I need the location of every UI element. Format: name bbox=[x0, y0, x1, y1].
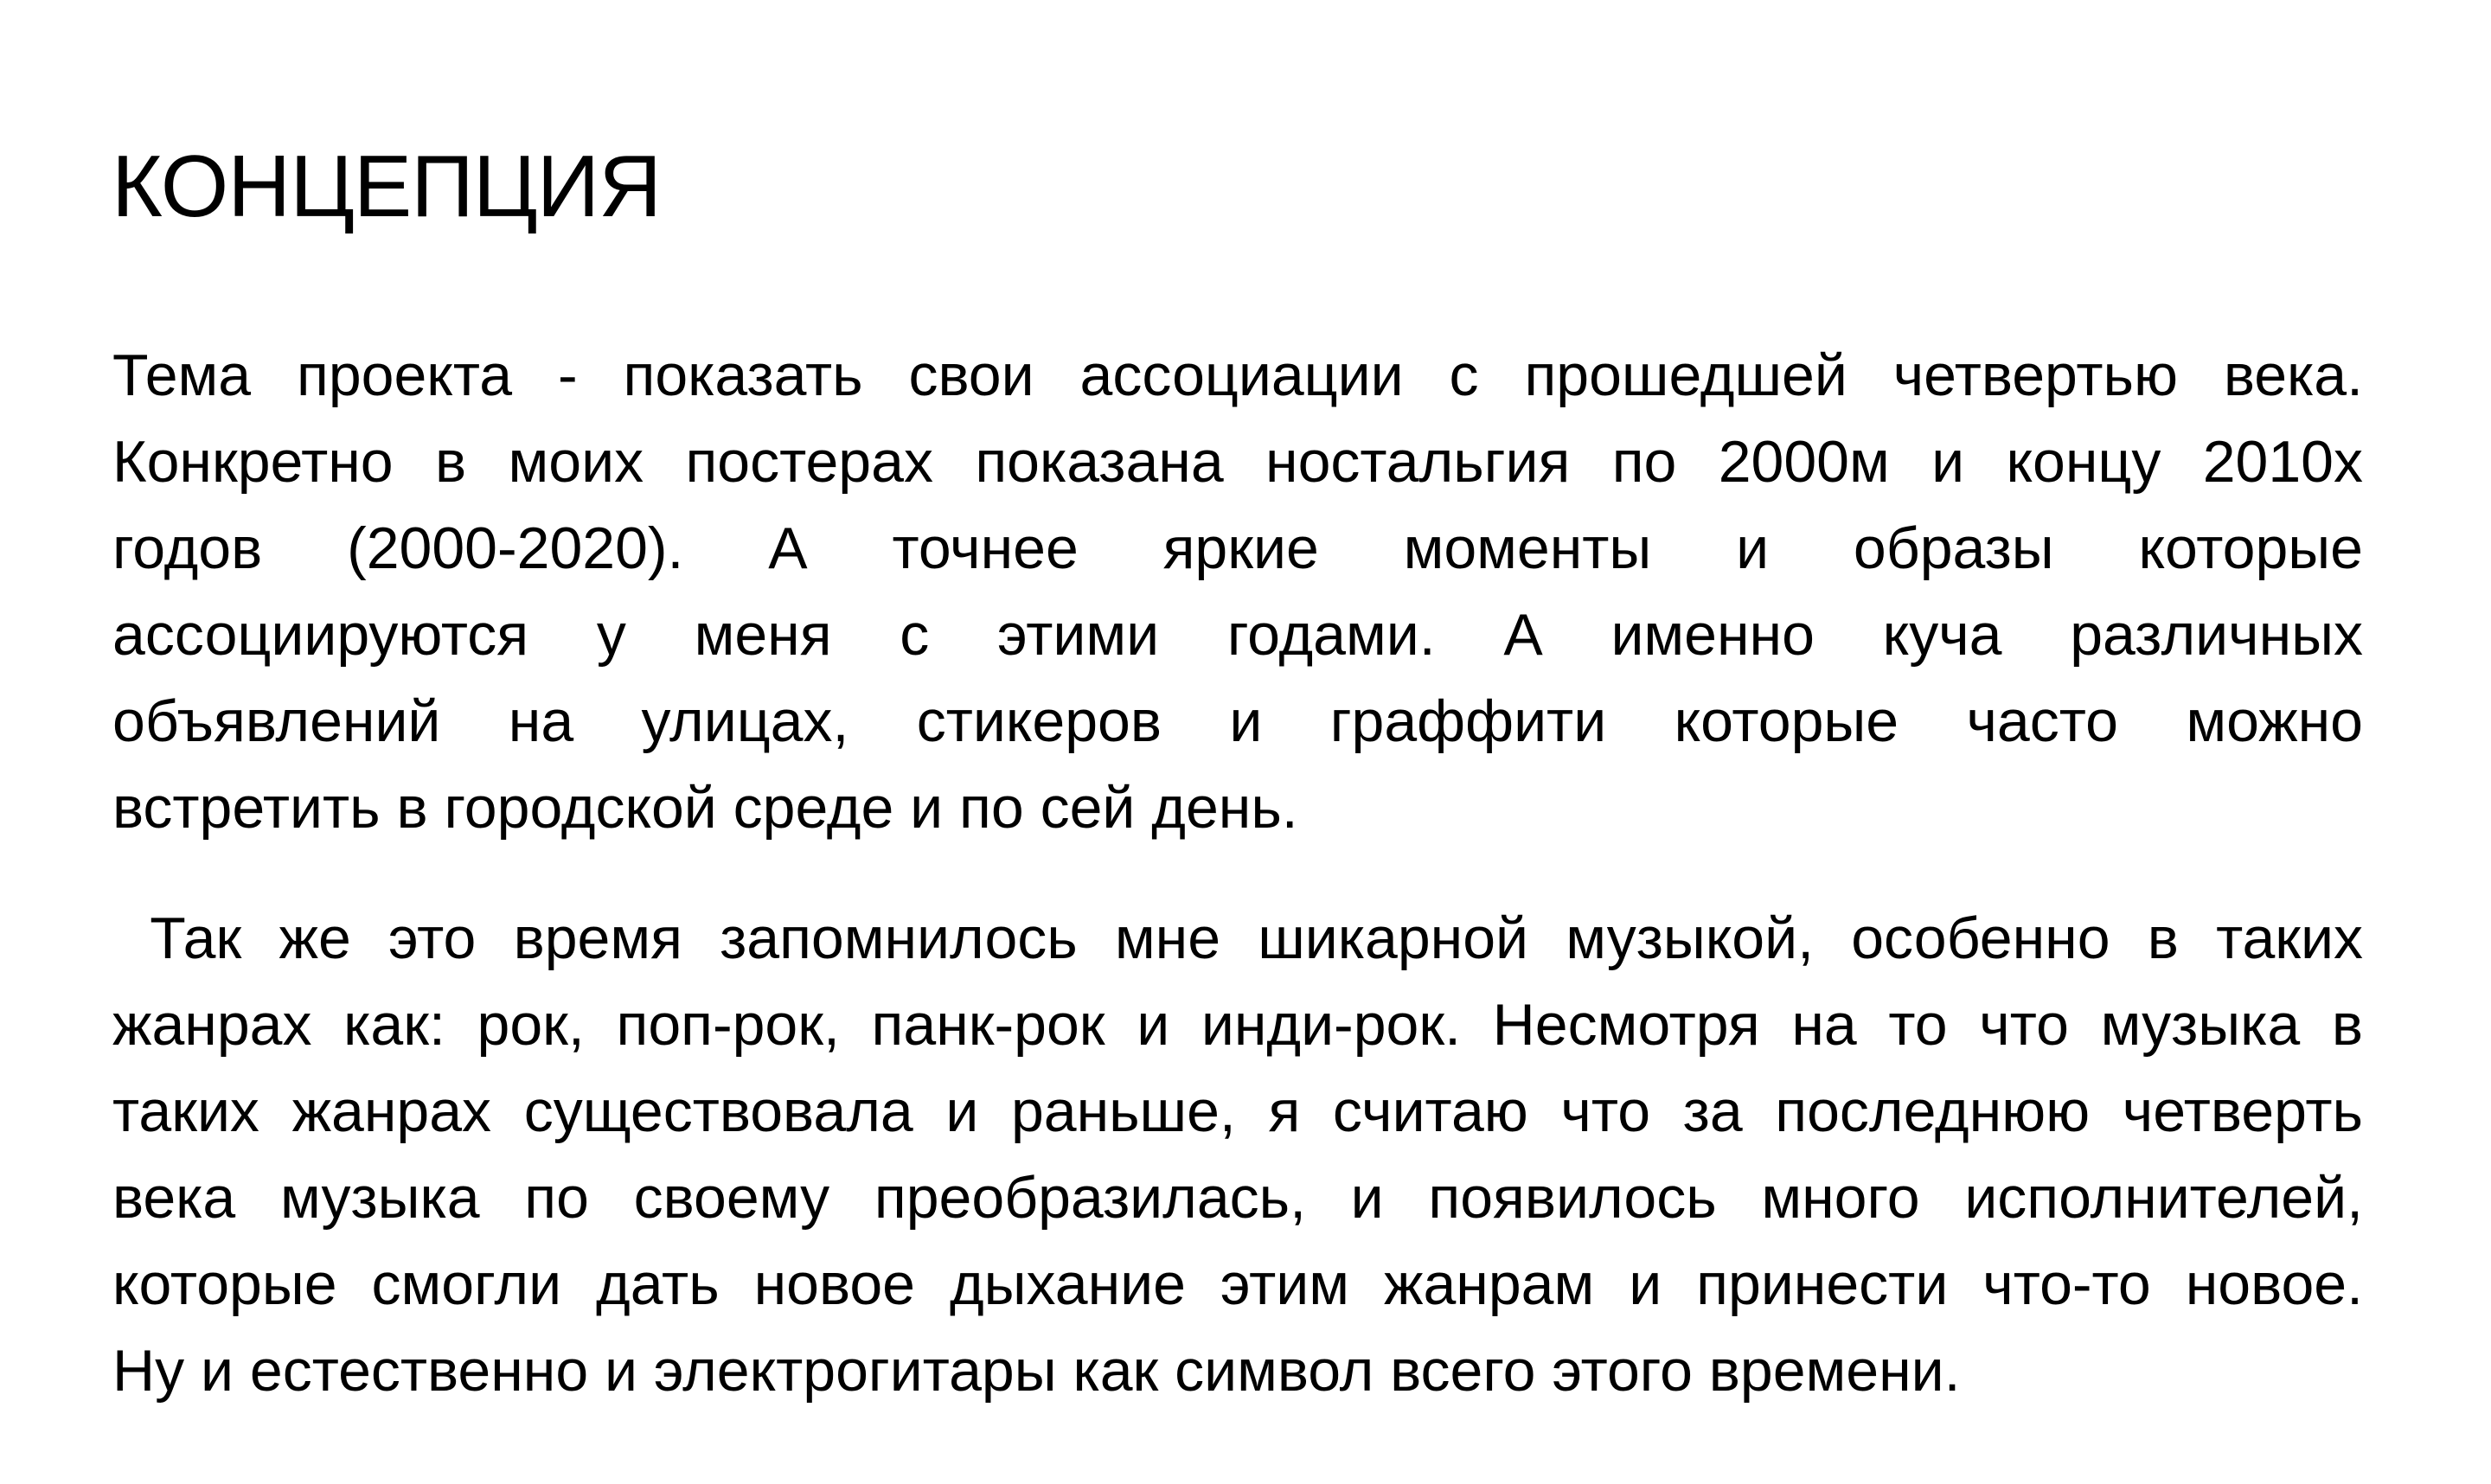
paragraph-line: встретить в городской среде и по сей день. bbox=[112, 775, 1298, 841]
concept-paragraph-2 bbox=[112, 895, 2363, 1414]
slide-title: КОНЦЕПЦИЯ bbox=[112, 138, 662, 235]
paragraph-line: Ну и естественно и электрогитары как символ всего этого времени. bbox=[112, 1338, 1961, 1404]
paragraph-line: объявлений на улицах, стикеров и граффити которые часто можно bbox=[112, 688, 2363, 754]
paragraph-line: ассоциируются у меня с этими годами. А именно куча различных bbox=[112, 602, 2363, 668]
paragraph-line: годов (2000-2020). А точнее яркие моменты и образы которые bbox=[112, 515, 2363, 581]
paragraph-line: века музыка по своему преобразилась, и появилось много исполнителей, bbox=[112, 1165, 2363, 1231]
paragraph-line: которые смогли дать новое дыхание этим жанрам и принести что-то новое. bbox=[112, 1251, 2363, 1317]
concept-paragraph-1 bbox=[112, 332, 2363, 851]
paragraph-line: Так же это время запомнилось мне шикарной музыкой, особенно в таких bbox=[112, 905, 2363, 971]
paragraph-line: Тема проекта - показать свои ассоциации с прошедшей четвертью века. bbox=[112, 342, 2363, 408]
paragraph-line: жанрах как: рок, поп-рок, панк-рок и инди-рок. Несмотря на то что музыка в bbox=[112, 992, 2363, 1058]
paragraph-line: Конкретно в моих постерах показана ностальгия по 2000м и концу 2010х bbox=[112, 429, 2363, 495]
paragraph-line: таких жанрах существовала и раньше, я считаю что за последнюю четверть bbox=[112, 1078, 2363, 1144]
